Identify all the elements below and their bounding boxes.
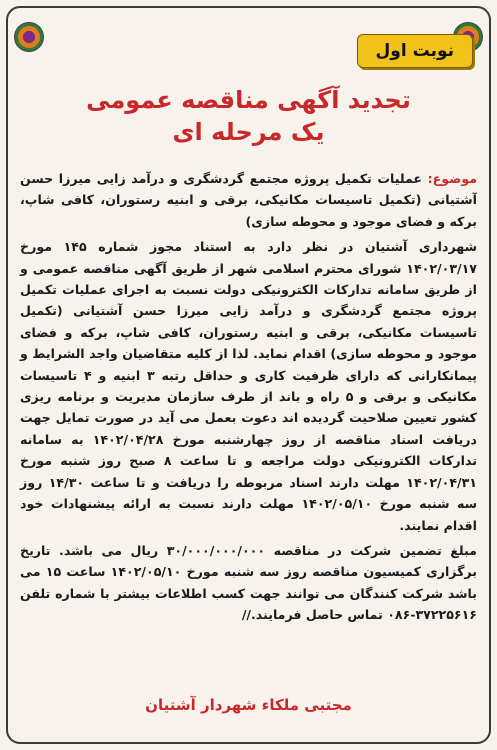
page-title: تجدید آگهی مناقصه عمومی (86, 86, 411, 114)
page-subtitle: یک مرحله ای (172, 118, 325, 146)
subject-label: موضوع: (427, 171, 478, 186)
municipality-logo (14, 22, 44, 52)
ad-content (20, 168, 477, 630)
subject-paragraph (20, 168, 477, 232)
body-paragraph: شهرداری آشتیان در نظر دارد به استناد مجوز شماره ۱۴۵ مورخ ۱۴۰۲/۰۳/۱۷ شورای محترم اسلامی شهر از طریق آگهی مناقصه عمومی و از طریق سامانه تدارکات الکترونیکی دولت نسبت به اجرای عملیات تکمیل پروژه مجتمع گردشگری و درآمد زایی میرزا حسن آشتیانی (تکمیل تاسیسات مکانیکی، برقی و ابنیه رستوران، کافی شاپ، برکه و فضای موجود و محوطه سازی) اقدام نماید. لذا از کلیه متقاضیان واجد الشرایط و پیمانکارانی که دارای ظرفیت کاری و حداقل رتبه ۳ ابنیه و ۴ تاسیسات مکانیکی و برقی و ۵ راه و باند از طرف سازمان مدیریت و برنامه ریزی کشور تعیین صلاحیت گردیده اند دعوت بعمل می آید در صورت تمایل جهت دریافت اسناد مناقصه از روز چهارشنبه مورخ ۱۴۰۲/۰۴/۲۸ به سامانه تدارکات الکترونیکی دولت مراجعه و تا ساعت ۸ صبح روز شنبه مورخ ۱۴۰۲/۰۴/۳۱ مهلت دارند اسناد مربوطه را دریافت و تا ساعت ۱۴/۳۰ روز سه شنبه مورخ ۱۴۰۲/۰۵/۱۰ مهلت دارند نسبت به ارائه پیشنهادات خود اقدام نمایند. (20, 239, 478, 533)
signature: مجتبی ملکاء شهردار آشتیان (145, 696, 352, 714)
subject-text: عملیات تکمیل پروژه مجتمع گردشگری و درآمد زایی میرزا حسن آشتیانی (تکمیل تاسیسات مکانیکی، برقی و ابنیه رستوران، کافی شاپ، برکه و فضای موجود و محوطه سازی) (20, 171, 477, 229)
round-badge: نوبت اول (357, 34, 473, 68)
guarantee-paragraph: مبلغ تضمین شرکت در مناقصه ۳۰/۰۰۰/۰۰۰/۰۰۰ ریال می باشد. تاریخ برگزاری کمیسیون مناقصه روز سه شنبه مورخ ۱۴۰۲/۰۵/۱۰ ساعت ۱۵ می باشد شرکت کنندگان می توانند جهت کسب اطلاعات بیشتر با شماره تلفن ۳۷۲۲۵۶۱۶-۰۸۶ تماس حاصل فرمایند.// (20, 542, 477, 623)
